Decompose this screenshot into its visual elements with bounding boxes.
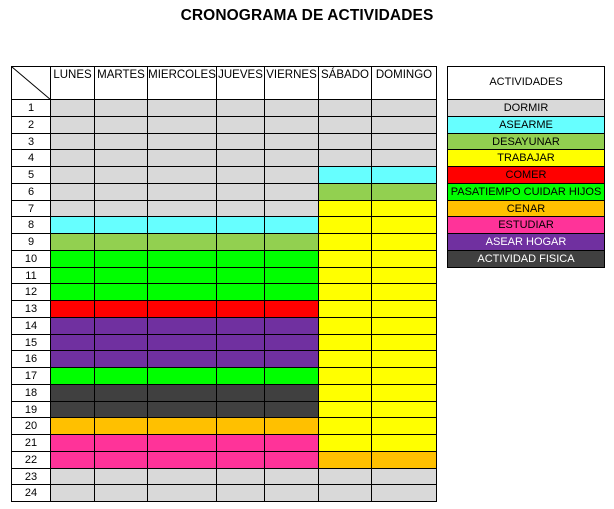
schedule-cell <box>371 317 437 335</box>
hour-label: 13 <box>11 300 51 318</box>
legend-item: ASEARME <box>447 116 605 134</box>
schedule-cell <box>264 250 319 268</box>
schedule-cell <box>94 334 148 351</box>
schedule-cell <box>50 468 95 485</box>
schedule-cell <box>147 451 217 469</box>
schedule-cell <box>318 468 372 485</box>
schedule-cell <box>371 216 437 234</box>
schedule-cell <box>147 367 217 385</box>
day-header-4: JUEVES <box>216 66 265 100</box>
schedule-cell <box>371 434 437 452</box>
schedule-cell <box>94 401 148 418</box>
schedule-cell <box>318 99 372 117</box>
legend-item: CENAR <box>447 200 605 217</box>
hour-label: 10 <box>11 250 51 268</box>
day-header-3: MIERCOLES <box>147 66 217 100</box>
hour-label: 5 <box>11 166 51 184</box>
schedule-cell <box>94 166 148 184</box>
schedule-cell <box>264 451 319 469</box>
schedule-cell <box>94 367 148 385</box>
schedule-cell <box>264 367 319 385</box>
schedule-cell <box>216 468 265 485</box>
legend-header: ACTIVIDADES <box>447 66 605 100</box>
schedule-cell <box>264 417 319 435</box>
schedule-cell <box>50 133 95 150</box>
schedule-cell <box>94 200 148 217</box>
schedule-cell <box>94 183 148 201</box>
schedule-cell <box>94 149 148 167</box>
schedule-cell <box>94 233 148 251</box>
schedule-cell <box>318 300 372 318</box>
schedule-cell <box>318 401 372 418</box>
schedule-cell <box>318 367 372 385</box>
schedule-cell <box>216 166 265 184</box>
schedule-cell <box>94 300 148 318</box>
legend-item: ESTUDIAR <box>447 216 605 234</box>
hour-label: 21 <box>11 434 51 452</box>
schedule-cell <box>371 350 437 368</box>
schedule-cell <box>147 233 217 251</box>
schedule-cell <box>216 334 265 351</box>
schedule-cell <box>94 133 148 150</box>
hour-label: 2 <box>11 116 51 134</box>
schedule-cell <box>147 200 217 217</box>
schedule-cell <box>147 300 217 318</box>
schedule-cell <box>264 166 319 184</box>
schedule-cell <box>264 484 319 502</box>
corner-cell <box>11 66 51 100</box>
schedule-cell <box>50 384 95 402</box>
schedule-cell <box>318 216 372 234</box>
schedule-cell <box>318 166 372 184</box>
schedule-cell <box>264 434 319 452</box>
schedule-cell <box>264 350 319 368</box>
schedule-cell <box>371 283 437 301</box>
day-header-2: MARTES <box>94 66 148 100</box>
schedule-cell <box>371 334 437 351</box>
schedule-cell <box>147 149 217 167</box>
schedule-cell <box>50 116 95 134</box>
hour-label: 22 <box>11 451 51 469</box>
schedule-cell <box>318 484 372 502</box>
schedule-cell <box>371 451 437 469</box>
schedule-cell <box>264 216 319 234</box>
schedule-cell <box>50 166 95 184</box>
schedule-cell <box>50 451 95 469</box>
schedule-cell <box>94 317 148 335</box>
hour-label: 8 <box>11 216 51 234</box>
schedule-cell <box>147 434 217 452</box>
schedule-cell <box>216 183 265 201</box>
hour-label: 17 <box>11 367 51 385</box>
schedule-cell <box>50 149 95 167</box>
schedule-cell <box>318 451 372 469</box>
hour-label: 24 <box>11 484 51 502</box>
schedule-cell <box>216 401 265 418</box>
schedule-cell <box>50 350 95 368</box>
legend-item: ASEAR HOGAR <box>447 233 605 251</box>
schedule-cell <box>264 200 319 217</box>
schedule-cell <box>147 334 217 351</box>
schedule-cell <box>216 384 265 402</box>
day-header-6: SÁBADO <box>318 66 372 100</box>
schedule-cell <box>147 417 217 435</box>
schedule-cell <box>264 283 319 301</box>
schedule-cell <box>371 401 437 418</box>
hour-label: 12 <box>11 283 51 301</box>
hour-label: 18 <box>11 384 51 402</box>
schedule-cell <box>318 317 372 335</box>
day-header-7: DOMINGO <box>371 66 437 100</box>
schedule-cell <box>216 317 265 335</box>
hour-label: 23 <box>11 468 51 485</box>
schedule-cell <box>94 350 148 368</box>
schedule-cell <box>318 250 372 268</box>
schedule-cell <box>147 133 217 150</box>
schedule-cell <box>147 216 217 234</box>
schedule-cell <box>264 149 319 167</box>
hour-label: 15 <box>11 334 51 351</box>
schedule-cell <box>264 183 319 201</box>
schedule-cell <box>264 233 319 251</box>
schedule-cell <box>50 417 95 435</box>
schedule-cell <box>216 484 265 502</box>
schedule-cell <box>318 133 372 150</box>
hour-label: 6 <box>11 183 51 201</box>
schedule-cell <box>216 200 265 217</box>
schedule-cell <box>264 267 319 284</box>
schedule-cell <box>50 183 95 201</box>
schedule-cell <box>371 183 437 201</box>
schedule-cell <box>147 166 217 184</box>
schedule-cell <box>371 417 437 435</box>
schedule-cell <box>216 233 265 251</box>
schedule-cell <box>216 99 265 117</box>
schedule-cell <box>50 484 95 502</box>
schedule-cell <box>264 133 319 150</box>
schedule-cell <box>147 116 217 134</box>
schedule-cell <box>371 116 437 134</box>
legend-item: DORMIR <box>447 99 605 117</box>
hour-label: 16 <box>11 350 51 368</box>
legend-item: PASATIEMPO CUIDAR HIJOS <box>447 183 605 201</box>
schedule-cell <box>94 434 148 452</box>
schedule-cell <box>318 283 372 301</box>
schedule-cell <box>371 468 437 485</box>
schedule-cell <box>264 317 319 335</box>
schedule-cell <box>50 283 95 301</box>
day-header-5: VIERNES <box>264 66 319 100</box>
schedule-cell <box>318 417 372 435</box>
schedule-cell <box>94 417 148 435</box>
schedule-cell <box>371 233 437 251</box>
schedule-cell <box>147 401 217 418</box>
schedule-cell <box>94 250 148 268</box>
legend-item: COMER <box>447 166 605 184</box>
schedule-cell <box>147 99 217 117</box>
schedule-cell <box>318 200 372 217</box>
schedule-cell <box>371 384 437 402</box>
schedule-cell <box>216 133 265 150</box>
hour-label: 3 <box>11 133 51 150</box>
schedule-cell <box>147 484 217 502</box>
schedule-cell <box>216 267 265 284</box>
legend-item: ACTIVIDAD FISICA <box>447 250 605 268</box>
schedule-cell <box>147 468 217 485</box>
schedule-cell <box>50 250 95 268</box>
schedule-cell <box>147 267 217 284</box>
schedule-cell <box>147 317 217 335</box>
hour-label: 7 <box>11 200 51 217</box>
schedule-cell <box>371 133 437 150</box>
hour-label: 4 <box>11 149 51 167</box>
schedule-cell <box>318 384 372 402</box>
schedule-cell <box>264 300 319 318</box>
schedule-cell <box>318 267 372 284</box>
schedule-cell <box>371 200 437 217</box>
hour-label: 20 <box>11 417 51 435</box>
schedule-cell <box>318 434 372 452</box>
schedule-cell <box>216 216 265 234</box>
schedule-cell <box>50 99 95 117</box>
schedule-cell <box>216 451 265 469</box>
schedule-cell <box>371 300 437 318</box>
schedule-cell <box>264 384 319 402</box>
schedule-cell <box>50 367 95 385</box>
legend-item: DESAYUNAR <box>447 133 605 150</box>
schedule-cell <box>371 250 437 268</box>
schedule-cell <box>216 300 265 318</box>
schedule-cell <box>318 334 372 351</box>
schedule-cell <box>216 367 265 385</box>
hour-label: 14 <box>11 317 51 335</box>
schedule-cell <box>147 350 217 368</box>
schedule-cell <box>94 468 148 485</box>
schedule-cell <box>371 149 437 167</box>
schedule-cell <box>50 300 95 318</box>
schedule-cell <box>216 434 265 452</box>
schedule-cell <box>94 267 148 284</box>
schedule-cell <box>50 267 95 284</box>
schedule-cell <box>216 149 265 167</box>
schedule-cell <box>264 401 319 418</box>
schedule-cell <box>94 283 148 301</box>
schedule-cell <box>147 283 217 301</box>
schedule-cell <box>50 233 95 251</box>
schedule-cell <box>216 250 265 268</box>
schedule-cell <box>264 334 319 351</box>
schedule-cell <box>94 216 148 234</box>
schedule-cell <box>147 183 217 201</box>
page-title: CRONOGRAMA DE ACTIVIDADES <box>180 7 434 24</box>
schedule-cell <box>264 116 319 134</box>
legend-item: TRABAJAR <box>447 149 605 167</box>
schedule-cell <box>50 334 95 351</box>
schedule-cell <box>216 283 265 301</box>
schedule-cell <box>50 434 95 452</box>
schedule-cell <box>50 216 95 234</box>
schedule-cell <box>50 200 95 217</box>
hour-label: 1 <box>11 99 51 117</box>
schedule-cell <box>147 250 217 268</box>
schedule-cell <box>371 267 437 284</box>
schedule-cell <box>264 468 319 485</box>
schedule-cell <box>318 350 372 368</box>
schedule-cell <box>371 484 437 502</box>
schedule-cell <box>371 99 437 117</box>
schedule-cell <box>94 484 148 502</box>
schedule-cell <box>318 116 372 134</box>
schedule-cell <box>371 166 437 184</box>
schedule-cell <box>216 116 265 134</box>
schedule-cell <box>371 367 437 385</box>
day-header-1: LUNES <box>50 66 95 100</box>
schedule-cell <box>264 99 319 117</box>
schedule-cell <box>318 233 372 251</box>
hour-label: 9 <box>11 233 51 251</box>
schedule-cell <box>94 384 148 402</box>
schedule-cell <box>50 317 95 335</box>
schedule-cell <box>318 149 372 167</box>
hour-label: 11 <box>11 267 51 284</box>
schedule-cell <box>216 417 265 435</box>
schedule-cell <box>216 350 265 368</box>
hour-label: 19 <box>11 401 51 418</box>
schedule-cell <box>147 384 217 402</box>
schedule-cell <box>50 401 95 418</box>
schedule-cell <box>94 99 148 117</box>
schedule-cell <box>318 183 372 201</box>
schedule-cell <box>94 451 148 469</box>
schedule-cell <box>94 116 148 134</box>
